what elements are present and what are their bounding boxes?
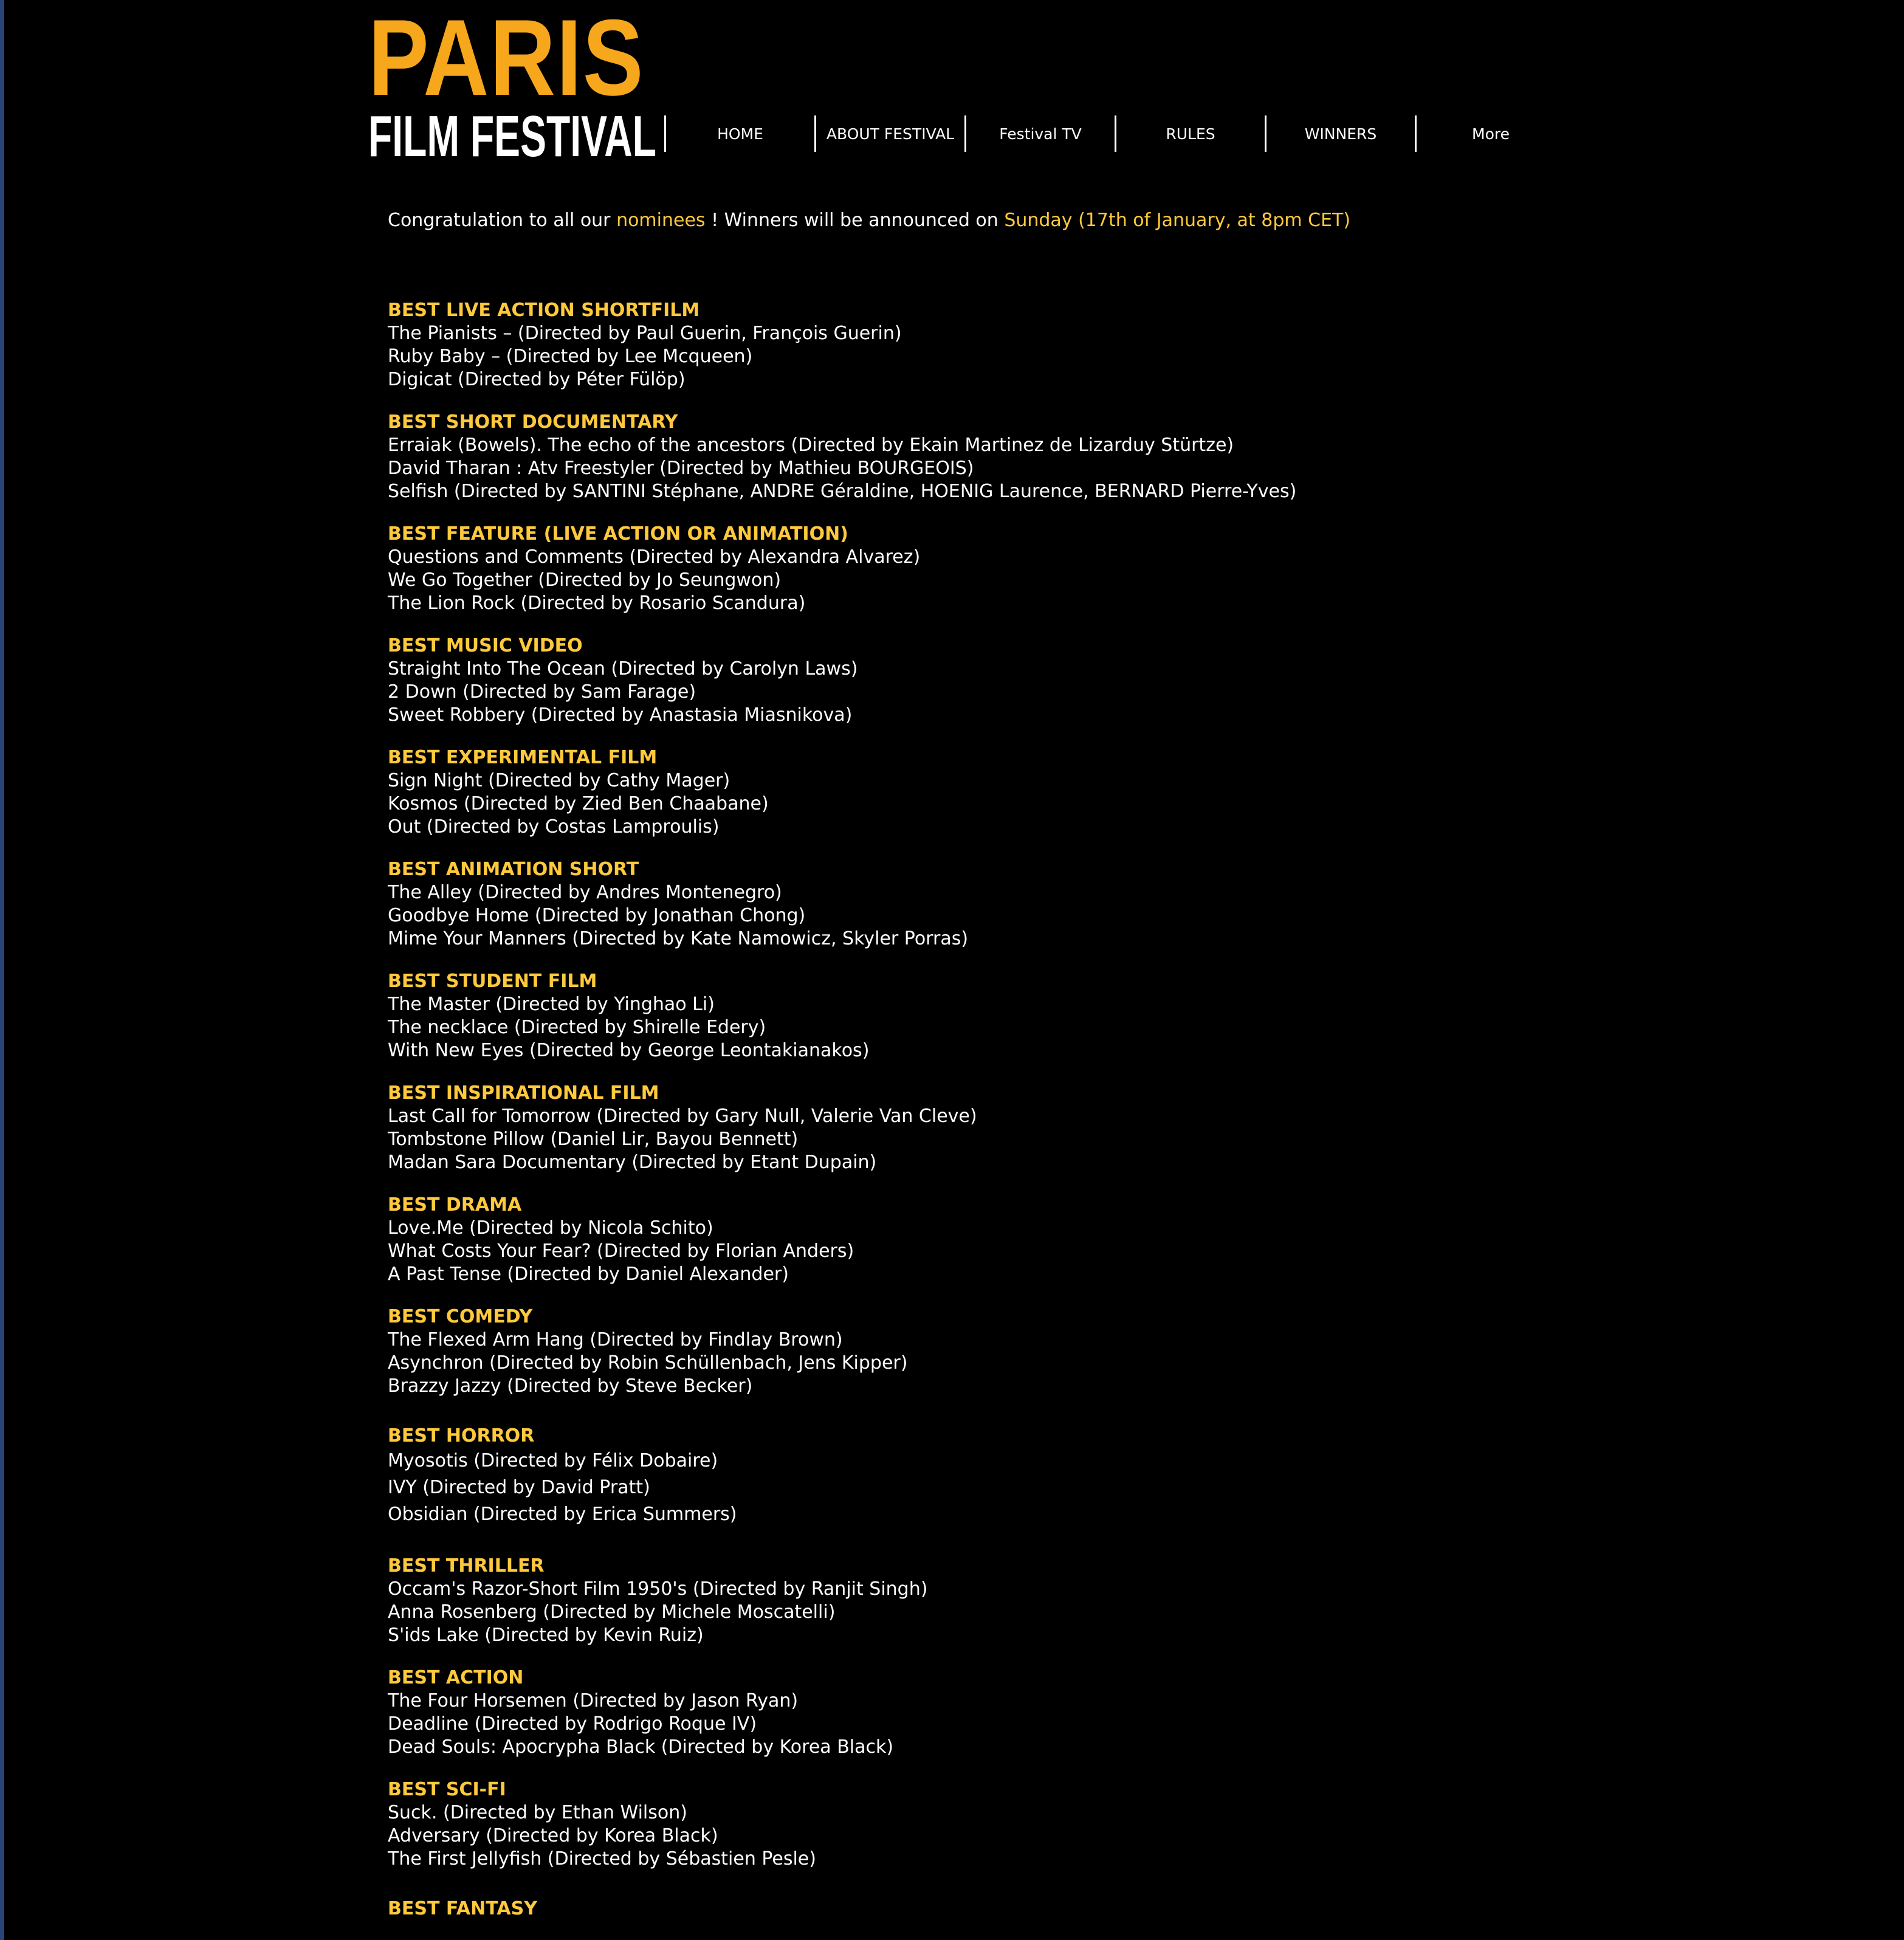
nominee-item: Erraiak (Bowels). The echo of the ancestors (Directed by Ekain Martinez de Lizarduy Stürtze): [388, 435, 1234, 456]
main-content: [388, 205, 1350, 1940]
nominee-item: The Master (Directed by Yinghao Li): [388, 994, 715, 1015]
nominee-item: Madan Sara Documentary (Directed by Etant Dupain): [388, 1152, 877, 1173]
nominee-item: Goodbye Home (Directed by Jonathan Chong): [388, 905, 806, 926]
category-title: BEST COMEDY: [388, 1306, 533, 1327]
nominee-item: Asynchron (Directed by Robin Schüllenbach, Jens Kipper): [388, 1352, 908, 1374]
nominee-item: With New Eyes (Directed by George Leontakianakos): [388, 1040, 870, 1061]
category-title: BEST ACTION: [388, 1667, 524, 1688]
category-title: BEST FEATURE (LIVE ACTION OR ANIMATION): [388, 523, 848, 545]
nominee-item: The Flexed Arm Hang (Directed by Findlay Brown): [388, 1329, 843, 1350]
nominee-item: Adversary (Directed by Korea Black): [388, 1825, 718, 1846]
category-title: BEST THRILLER: [388, 1555, 545, 1577]
category-best-music-video: [388, 635, 1350, 727]
nominee-item: Deadline (Directed by Rodrigo Roque IV): [388, 1713, 757, 1735]
nominee-item: Last Call for Tomorrow (Directed by Gary Null, Valerie Van Cleve): [388, 1106, 977, 1127]
nominee-item: A Past Tense (Directed by Daniel Alexander): [388, 1264, 789, 1285]
nominee-item: Selfish (Directed by SANTINI Stéphane, ANDRE Géraldine, HOENIG Laurence, BERNARD Pierre-Yves): [388, 481, 1297, 502]
nominee-item: What Costs Your Fear? (Directed by Florian Anders): [388, 1240, 854, 1262]
category-best-fantasy: [388, 1897, 1350, 1921]
logo-film-festival-text: FILM FESTIVAL: [368, 104, 657, 169]
category-best-animation-short: [388, 858, 1350, 951]
nominee-item: Sweet Robbery (Directed by Anastasia Miasnikova): [388, 704, 853, 726]
announcement-text-2: ! Winners will be announced on: [705, 210, 1005, 231]
category-title: BEST DRAMA: [388, 1194, 522, 1216]
nav-item-more[interactable]: More: [1472, 125, 1510, 143]
nav-item-winners[interactable]: WINNERS: [1304, 125, 1377, 143]
nominee-item: Straight Into The Ocean (Directed by Carolyn Laws): [388, 658, 858, 679]
category-best-inspirational-film: [388, 1082, 1350, 1174]
nominee-item: The Four Horsemen (Directed by Jason Ryan): [388, 1690, 799, 1711]
category-best-live-action-shortfilm: [388, 299, 1350, 391]
category-title: BEST STUDENT FILM: [388, 971, 597, 992]
nominee-item: The Lion Rock (Directed by Rosario Scandura): [388, 593, 806, 614]
nominee-item: Suck. (Directed by Ethan Wilson): [388, 1802, 687, 1823]
nominee-item: Love.Me (Directed by Nicola Schito): [388, 1217, 713, 1239]
nominee-item: IVY (Directed by David Pratt): [388, 1477, 650, 1498]
category-title: BEST ANIMATION SHORT: [388, 859, 639, 880]
nominee-item: Out (Directed by Costas Lamproulis): [388, 816, 720, 838]
nominee-item: Dead Souls: Apocrypha Black (Directed by Korea Black): [388, 1736, 894, 1758]
nominee-item: Occam's Razor-Short Film 1950's (Directed by Ranjit Singh): [388, 1578, 928, 1600]
category-title: BEST FANTASY: [388, 1898, 537, 1919]
category-best-comedy: [388, 1305, 1350, 1398]
nominee-item: We Go Together (Directed by Jo Seungwon): [388, 569, 782, 591]
category-title: BEST INSPIRATIONAL FILM: [388, 1082, 659, 1104]
category-title: BEST SHORT DOCUMENTARY: [388, 411, 678, 433]
nominee-item: Obsidian (Directed by Erica Summers): [388, 1504, 737, 1525]
nominee-item: The Alley (Directed by Andres Montenegro): [388, 882, 782, 903]
nominee-item: Ruby Baby – (Directed by Lee Mcqueen): [388, 346, 753, 367]
logo-paris-text: PARIS: [368, 0, 645, 118]
left-edge-border: [0, 0, 4, 1940]
category-best-experimental-film: [388, 746, 1350, 839]
announcement-text-1: Congratulation to all our: [388, 210, 617, 231]
category-best-student-film: [388, 970, 1350, 1062]
nominee-item: Brazzy Jazzy (Directed by Steve Becker): [388, 1375, 753, 1397]
nominee-item: 2 Down (Directed by Sam Farage): [388, 681, 696, 703]
nominee-item: Questions and Comments (Directed by Alexandra Alvarez): [388, 546, 921, 568]
announcement: [388, 205, 1350, 236]
nominee-item: Anna Rosenberg (Directed by Michele Moscatelli): [388, 1601, 836, 1623]
nav-item-about-festival[interactable]: ABOUT FESTIVAL: [826, 125, 955, 143]
nominee-item: David Tharan : Atv Freestyler (Directed by Mathieu BOURGEOIS): [388, 458, 974, 479]
nominee-item: Myosotis (Directed by Félix Dobaire): [388, 1450, 718, 1471]
nominee-item: Kosmos (Directed by Zied Ben Chaabane): [388, 793, 769, 814]
nominee-item: Mime Your Manners (Directed by Kate Namowicz, Skyler Porras): [388, 928, 969, 949]
category-best-action: [388, 1667, 1350, 1759]
category-best-horror: [388, 1425, 1350, 1528]
nominee-item: The First Jellyfish (Directed by Sébastien Pesle): [388, 1848, 816, 1869]
category-best-feature: [388, 523, 1350, 615]
nominee-item: Sign Night (Directed by Cathy Mager): [388, 770, 730, 791]
nav-item-festival-tv[interactable]: Festival TV: [999, 125, 1082, 143]
nav-item-rules[interactable]: RULES: [1166, 125, 1215, 143]
category-title: BEST LIVE ACTION SHORTFILM: [388, 300, 700, 321]
category-list: [388, 299, 1350, 1921]
nominee-item: S'ids Lake (Directed by Kevin Ruiz): [388, 1625, 704, 1646]
category-title: BEST HORROR: [388, 1425, 535, 1446]
category-title: BEST MUSIC VIDEO: [388, 635, 583, 656]
nominee-item: Tombstone Pillow (Daniel Lir, Bayou Bennett): [388, 1129, 799, 1150]
category-best-short-documentary: [388, 411, 1350, 503]
category-best-sci-fi: [388, 1778, 1350, 1871]
nav-item-home[interactable]: HOME: [717, 125, 763, 143]
nominee-item: The Pianists – (Directed by Paul Guerin, François Guerin): [388, 323, 902, 344]
category-title: BEST SCI-FI: [388, 1779, 506, 1800]
category-best-drama: [388, 1194, 1350, 1286]
nominees-link[interactable]: nominees: [616, 210, 706, 231]
category-best-thriller: [388, 1555, 1350, 1647]
category-title: BEST EXPERIMENTAL FILM: [388, 747, 658, 768]
announcement-date: Sunday (17th of January, at 8pm CET): [1004, 210, 1351, 231]
nominee-item: Digicat (Directed by Péter Fülöp): [388, 369, 686, 390]
nominee-item: The necklace (Directed by Shirelle Edery): [388, 1017, 766, 1038]
